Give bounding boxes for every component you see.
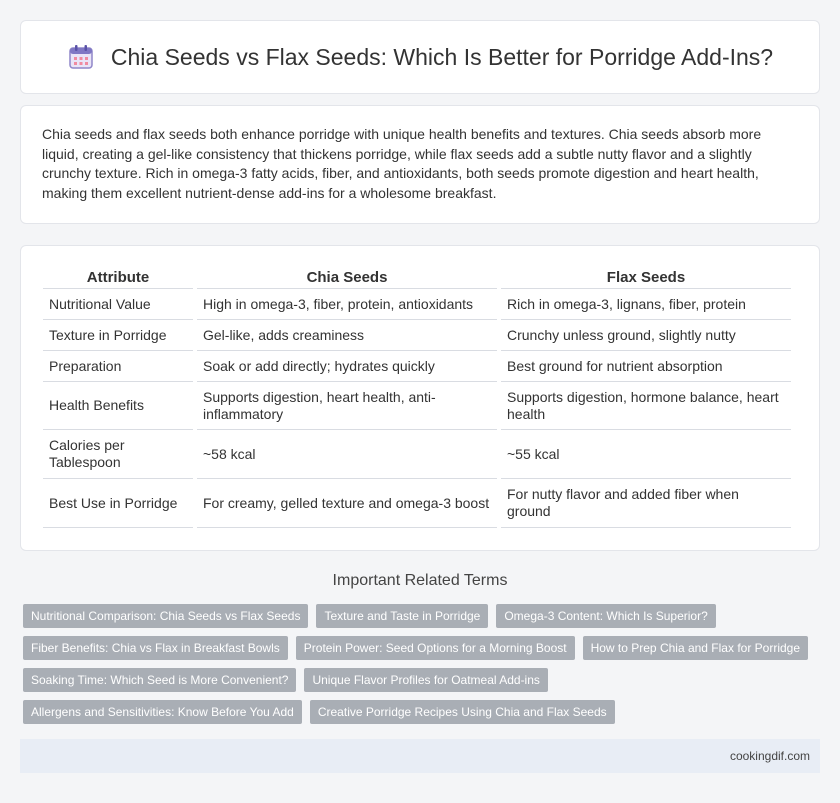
related-term-tag[interactable]: Fiber Benefits: Chia vs Flax in Breakfast Bowls — [23, 636, 288, 660]
related-term-tag[interactable]: Nutritional Comparison: Chia Seeds vs Flax Seeds — [23, 604, 308, 628]
page-title: Chia Seeds vs Flax Seeds: Which Is Better for Porridge Add-Ins? — [110, 43, 774, 70]
table-cell: ~58 kcal — [197, 430, 497, 479]
intro-card — [20, 105, 820, 224]
column-header-chia: Chia Seeds — [197, 266, 497, 289]
table-row — [43, 479, 791, 528]
table-cell: Best Use in Porridge — [43, 479, 193, 528]
table-cell: ~55 kcal — [501, 430, 791, 479]
table-cell: Supports digestion, hormone balance, heart health — [501, 382, 791, 430]
table-cell: Crunchy unless ground, slightly nutty — [501, 320, 791, 351]
table-cell: Soak or add directly; hydrates quickly — [197, 351, 497, 382]
table-row — [43, 351, 791, 382]
related-term-tag[interactable]: Protein Power: Seed Options for a Morning Boost — [296, 636, 575, 660]
table-row — [43, 320, 791, 351]
table-header-row — [43, 266, 791, 289]
table-cell: For nutty flavor and added fiber when ground — [501, 479, 791, 528]
intro-paragraph: Chia seeds and flax seeds both enhance porridge with unique health benefits and textures. Chia seeds absorb more liquid, creating a gel-like consistency that thickens porridge, while flax seeds add a subtle nutty flavor and a slightly crunchy texture. Rich in omega-3 fatty acids, fiber, and antioxidants, both seeds promote digestion and heart health, making them excellent nutrient-dense add-ins for a wholesome breakfast. — [42, 126, 762, 201]
table-cell: High in omega-3, fiber, protein, antioxidants — [197, 289, 497, 320]
footer — [20, 739, 820, 773]
table-cell: Calories per Tablespoon — [43, 430, 193, 479]
related-terms-list — [23, 604, 823, 732]
related-term-tag[interactable]: How to Prep Chia and Flax for Porridge — [583, 636, 808, 660]
header-card — [20, 20, 820, 94]
table-cell: Preparation — [43, 351, 193, 382]
table-cell: Best ground for nutrient absorption — [501, 351, 791, 382]
table-cell: Health Benefits — [43, 382, 193, 430]
related-terms-heading: Important Related Terms — [332, 572, 508, 589]
comparison-table-card — [20, 245, 820, 551]
table-cell: Texture in Porridge — [43, 320, 193, 351]
column-header-flax: Flax Seeds — [501, 266, 791, 289]
related-term-tag[interactable]: Creative Porridge Recipes Using Chia and Flax Seeds — [310, 700, 615, 724]
column-header-attribute: Attribute — [43, 266, 193, 289]
tag-row — [23, 668, 823, 692]
tag-row — [23, 700, 823, 724]
table-cell: Rich in omega-3, lignans, fiber, protein — [501, 289, 791, 320]
table-row — [43, 430, 791, 479]
comparison-table — [39, 266, 795, 528]
related-term-tag[interactable]: Soaking Time: Which Seed is More Convenient? — [23, 668, 296, 692]
site-name[interactable]: cookingdif.com — [729, 749, 810, 763]
related-term-tag[interactable]: Texture and Taste in Porridge — [316, 604, 488, 628]
table-cell: For creamy, gelled texture and omega-3 boost — [197, 479, 497, 528]
related-term-tag[interactable]: Allergens and Sensitivities: Know Before You Add — [23, 700, 302, 724]
related-term-tag[interactable]: Unique Flavor Profiles for Oatmeal Add-ins — [304, 668, 547, 692]
table-row — [43, 289, 791, 320]
related-term-tag[interactable]: Omega-3 Content: Which Is Superior? — [496, 604, 715, 628]
table-cell: Gel-like, adds creaminess — [197, 320, 497, 351]
table-cell: Nutritional Value — [43, 289, 193, 320]
calendar-icon — [67, 43, 95, 71]
tag-row — [23, 604, 823, 628]
table-row — [43, 382, 791, 430]
table-cell: Supports digestion, heart health, anti-inflammatory — [197, 382, 497, 430]
tag-row — [23, 636, 823, 660]
